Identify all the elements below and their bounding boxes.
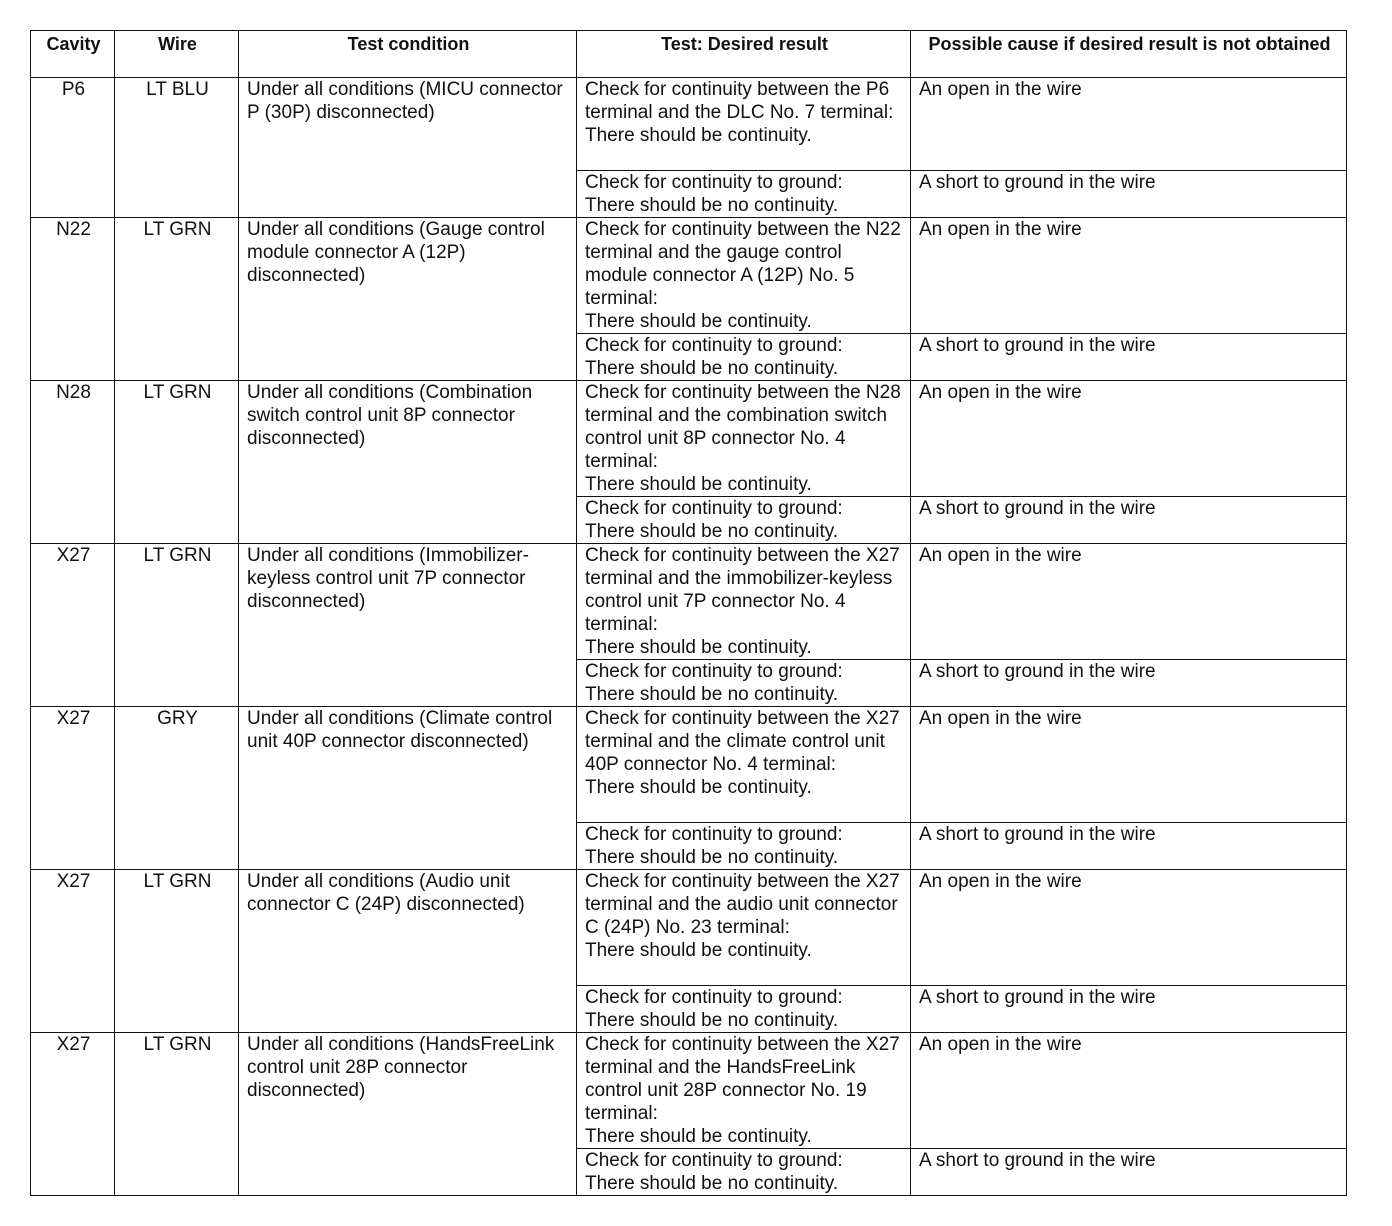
ground-expect-text: There should be no continuity.: [585, 521, 839, 542]
ground-result-cell: [577, 1149, 911, 1196]
table-row: [31, 218, 1347, 334]
continuity-test-text: Check for continuity between the X27 terminal and the HandsFreeLink control unit 28P connector No. 19 terminal:: [585, 1034, 900, 1124]
header-row: [31, 31, 1347, 78]
header-possible-cause: Possible cause if desired result is not obtained: [911, 31, 1347, 78]
cavity-cell: P6: [31, 78, 115, 218]
wire-color-cell: LT GRN: [115, 870, 239, 1033]
ground-result-cell: [577, 171, 911, 218]
cavity-cell: X27: [31, 707, 115, 870]
continuity-expect-text: There should be continuity.: [585, 637, 812, 658]
cavity-cell: X27: [31, 1033, 115, 1196]
wire-color-cell: GRY: [115, 707, 239, 870]
cavity-cell: N22: [31, 218, 115, 381]
ground-test-text: Check for continuity to ground:: [585, 335, 843, 356]
continuity-test-text: Check for continuity between the X27 terminal and the immobilizer-keyless control unit 7P connector No. 4 terminal:: [585, 545, 900, 635]
header-wire: Wire: [115, 31, 239, 78]
header-desired-result: Test: Desired result: [577, 31, 911, 78]
open-cause-cell: An open in the wire: [911, 218, 1347, 334]
cavity-cell: X27: [31, 870, 115, 1033]
ground-result-cell: [577, 823, 911, 870]
short-cause-cell: A short to ground in the wire: [911, 823, 1347, 870]
test-condition-cell: Under all conditions (MICU connector P (30P) disconnected): [239, 78, 577, 218]
table-row: [31, 78, 1347, 171]
ground-test-text: Check for continuity to ground:: [585, 1150, 843, 1171]
table-row: [31, 381, 1347, 497]
continuity-result-cell: [577, 870, 911, 986]
continuity-test-text: Check for continuity between the N28 terminal and the combination switch control unit 8P connector No. 4 terminal:: [585, 382, 901, 472]
wire-color-cell: LT GRN: [115, 218, 239, 381]
wire-color-cell: LT GRN: [115, 1033, 239, 1196]
ground-test-text: Check for continuity to ground:: [585, 172, 843, 193]
short-cause-cell: A short to ground in the wire: [911, 171, 1347, 218]
continuity-result-cell: [577, 544, 911, 660]
continuity-result-cell: [577, 218, 911, 334]
table-row: [31, 1033, 1347, 1149]
short-cause-cell: A short to ground in the wire: [911, 497, 1347, 544]
table-row: [31, 544, 1347, 660]
wire-color-cell: LT GRN: [115, 544, 239, 707]
test-condition-cell: Under all conditions (HandsFreeLink control unit 28P connector disconnected): [239, 1033, 577, 1196]
continuity-test-text: Check for continuity between the P6 terminal and the DLC No. 7 terminal:: [585, 79, 894, 123]
open-cause-cell: An open in the wire: [911, 544, 1347, 660]
continuity-expect-text: There should be continuity.: [585, 1126, 812, 1147]
continuity-result-cell: [577, 78, 911, 171]
ground-expect-text: There should be no continuity.: [585, 1173, 839, 1194]
continuity-result-cell: [577, 707, 911, 823]
open-cause-cell: An open in the wire: [911, 870, 1347, 986]
short-cause-cell: A short to ground in the wire: [911, 334, 1347, 381]
ground-test-text: Check for continuity to ground:: [585, 498, 843, 519]
open-cause-cell: An open in the wire: [911, 707, 1347, 823]
diagnostic-table: [30, 30, 1347, 1196]
short-cause-cell: A short to ground in the wire: [911, 660, 1347, 707]
short-cause-cell: A short to ground in the wire: [911, 1149, 1347, 1196]
continuity-expect-text: There should be continuity.: [585, 474, 812, 495]
continuity-test-text: Check for continuity between the X27 terminal and the audio unit connector C (24P) No. 23 terminal:: [585, 871, 900, 938]
ground-expect-text: There should be no continuity.: [585, 684, 839, 705]
continuity-result-cell: [577, 1033, 911, 1149]
ground-result-cell: [577, 660, 911, 707]
ground-expect-text: There should be no continuity.: [585, 195, 839, 216]
test-condition-cell: Under all conditions (Combination switch control unit 8P connector disconnected): [239, 381, 577, 544]
ground-result-cell: [577, 497, 911, 544]
open-cause-cell: An open in the wire: [911, 78, 1347, 171]
continuity-result-cell: [577, 381, 911, 497]
continuity-test-text: Check for continuity between the X27 terminal and the climate control unit 40P connector No. 4 terminal:: [585, 708, 900, 775]
table-row: [31, 870, 1347, 986]
continuity-expect-text: There should be continuity.: [585, 777, 812, 798]
continuity-expect-text: There should be continuity.: [585, 940, 812, 961]
ground-test-text: Check for continuity to ground:: [585, 661, 843, 682]
ground-test-text: Check for continuity to ground:: [585, 987, 843, 1008]
test-condition-cell: Under all conditions (Immobilizer-keyless control unit 7P connector disconnected): [239, 544, 577, 707]
cavity-cell: X27: [31, 544, 115, 707]
ground-expect-text: There should be no continuity.: [585, 358, 839, 379]
ground-expect-text: There should be no continuity.: [585, 847, 839, 868]
ground-expect-text: There should be no continuity.: [585, 1010, 839, 1031]
ground-result-cell: [577, 334, 911, 381]
open-cause-cell: An open in the wire: [911, 1033, 1347, 1149]
table-row: [31, 707, 1347, 823]
continuity-expect-text: There should be continuity.: [585, 125, 812, 146]
wire-color-cell: LT GRN: [115, 381, 239, 544]
continuity-test-text: Check for continuity between the N22 terminal and the gauge control module connector A (12P) No. 5 terminal:: [585, 219, 901, 309]
cavity-cell: N28: [31, 381, 115, 544]
ground-result-cell: [577, 986, 911, 1033]
header-cavity: Cavity: [31, 31, 115, 78]
test-condition-cell: Under all conditions (Gauge control module connector A (12P) disconnected): [239, 218, 577, 381]
continuity-expect-text: There should be continuity.: [585, 311, 812, 332]
test-condition-cell: Under all conditions (Audio unit connector C (24P) disconnected): [239, 870, 577, 1033]
wire-color-cell: LT BLU: [115, 78, 239, 218]
ground-test-text: Check for continuity to ground:: [585, 824, 843, 845]
short-cause-cell: A short to ground in the wire: [911, 986, 1347, 1033]
test-condition-cell: Under all conditions (Climate control unit 40P connector disconnected): [239, 707, 577, 870]
header-test-condition: Test condition: [239, 31, 577, 78]
open-cause-cell: An open in the wire: [911, 381, 1347, 497]
table-body: [31, 78, 1347, 1196]
